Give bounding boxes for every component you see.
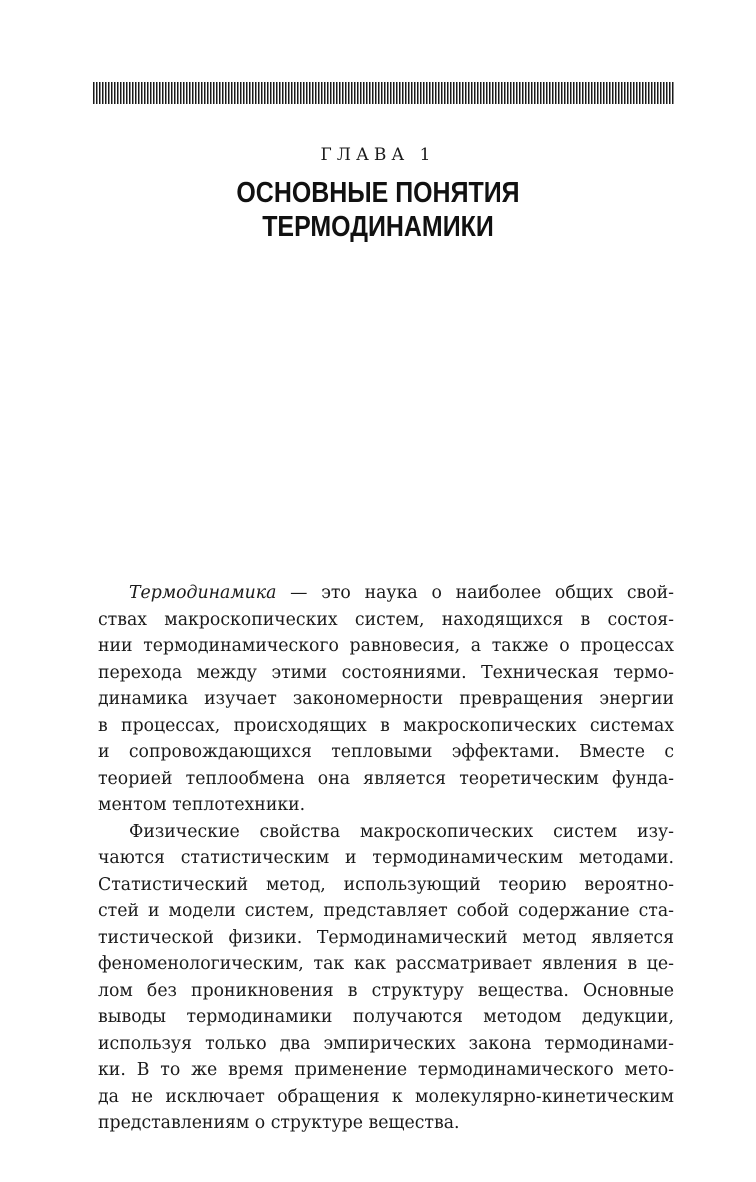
text-line: стей и модели систем, представляет собой содержание ста- (98, 901, 674, 921)
text-line: ки. В то же время применение термодинамического мето- (98, 1060, 674, 1080)
text-line: Термодинамика — это наука о наиболее общих свой- (129, 583, 674, 603)
text-line: перехода между этими состояниями. Техническая термо- (98, 662, 674, 683)
chapter-title-line: ТЕРМОДИНАМИКИ (262, 211, 494, 243)
text-line: ментом теплотехники. (98, 795, 306, 815)
text-line: используя только два эмпирических закона термодинами- (98, 1033, 674, 1054)
text-line: чаются статистическим и термодинамическим методами. (98, 848, 674, 868)
text-line: тистической физики. Термодинамический метод является (98, 927, 674, 948)
text-line: в процессах, происходящих в макроскопических системах (98, 715, 674, 736)
text-line: Статистический метод, использующий теорию вероятно- (98, 874, 674, 895)
text-line: выводы термодинамики получаются методом дедукции, (98, 1007, 674, 1027)
text-line: нии термодинамического равновесия, а также о процессах (98, 636, 674, 656)
text-line: да не исключает обращения к молекулярно-кинетическим (98, 1086, 674, 1107)
decorative-header-rule (93, 82, 675, 104)
text-line: ствах макроскопических систем, находящихся в состоя- (98, 609, 674, 630)
chapter-label: ГЛАВА 1 (320, 145, 436, 165)
text-line: представлениям о структуре вещества. (98, 1113, 460, 1133)
term-emphasis: Термодинамика (129, 583, 277, 603)
text-line: теорией теплообмена она является теоретическим фунда- (98, 768, 674, 789)
text-line: и сопровождающихся тепловыми эффектами. Вместе с (98, 742, 674, 762)
text-line: Физические свойства макроскопических систем изу- (129, 821, 674, 842)
text-line: динамика изучает закономерности превращения энергии (98, 689, 674, 709)
chapter-title (53, 176, 703, 244)
chapter-title-line: ОСНОВНЫЕ ПОНЯТИЯ (236, 177, 520, 209)
text-line: лом без проникновения в структуру вещества. Основные (98, 980, 674, 1001)
body-text (98, 580, 674, 1137)
text-line: феноменологическим, так как рассматривает явления в це- (98, 954, 674, 974)
